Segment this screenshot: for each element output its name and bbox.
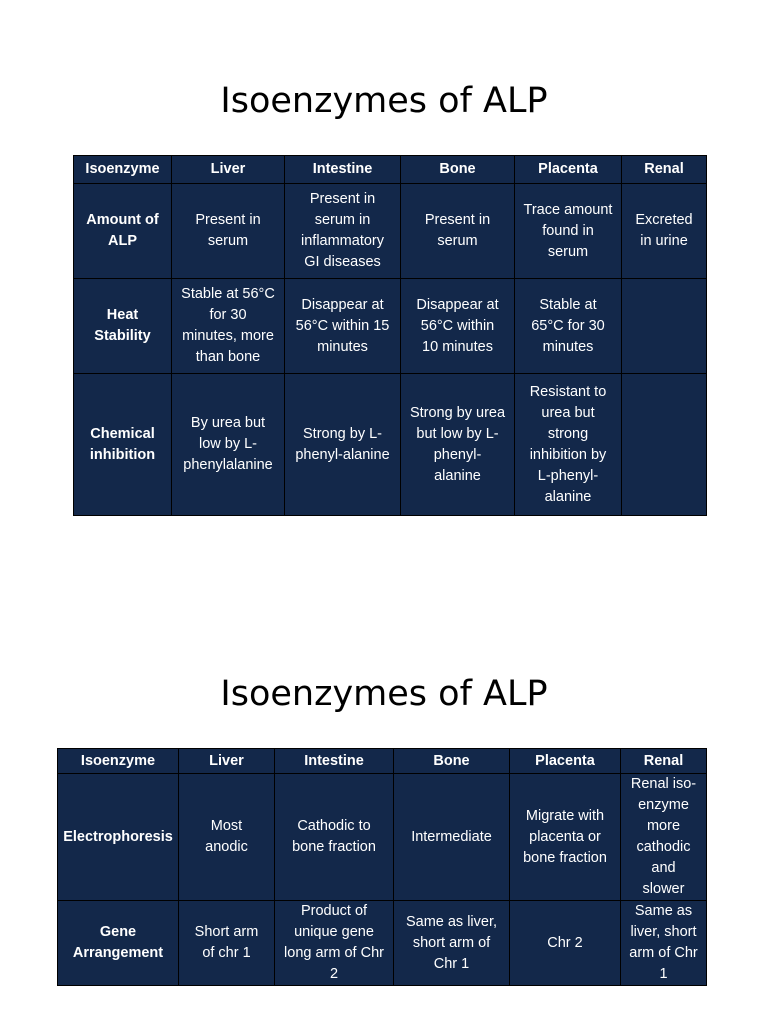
table-header-row xyxy=(58,749,707,774)
column-header: Intestine xyxy=(285,156,401,184)
column-header: Bone xyxy=(401,156,515,184)
column-header: Renal xyxy=(621,749,707,774)
table-cell: Short arm of chr 1 xyxy=(179,901,275,986)
table-cell: Intermediate xyxy=(394,774,510,901)
table-cell: Present in serum xyxy=(172,184,285,279)
row-header: Gene Arrangement xyxy=(58,901,179,986)
isoenzyme-table-2 xyxy=(57,748,707,986)
table-cell: Disappear at 56°C within 15 minutes xyxy=(285,279,401,374)
table-cell: Same as liver, short arm of Chr 1 xyxy=(394,901,510,986)
table-cell: Stable at 56°C for 30 minutes, more than bone xyxy=(172,279,285,374)
column-header: Bone xyxy=(394,749,510,774)
table-cell: Product of unique gene long arm of Chr 2 xyxy=(275,901,394,986)
table-cell: Excreted in urine xyxy=(622,184,707,279)
table-row xyxy=(74,184,707,279)
table-row xyxy=(74,279,707,374)
table-cell: Present in serum in inflammatory GI diseases xyxy=(285,184,401,279)
isoenzyme-table-1 xyxy=(73,155,707,516)
table-cell: Cathodic to bone fraction xyxy=(275,774,394,901)
column-header: Isoenzyme xyxy=(58,749,179,774)
table-cell: Most anodic xyxy=(179,774,275,901)
slide-1-title: Isoenzymes of ALP xyxy=(220,81,548,121)
row-header: Chemical inhibition xyxy=(74,374,172,516)
table-cell: Stable at 65°C for 30 minutes xyxy=(515,279,622,374)
column-header: Intestine xyxy=(275,749,394,774)
table-cell xyxy=(622,374,707,516)
table-cell: Strong by urea but low by L- phenyl- alanine xyxy=(401,374,515,516)
column-header: Liver xyxy=(179,749,275,774)
slide-2-title: Isoenzymes of ALP xyxy=(220,674,548,714)
table-header-row xyxy=(74,156,707,184)
table-cell: Strong by L- phenyl-alanine xyxy=(285,374,401,516)
table-row xyxy=(74,374,707,516)
column-header: Placenta xyxy=(510,749,621,774)
table-cell: Present in serum xyxy=(401,184,515,279)
table-cell: Disappear at 56°C within 10 minutes xyxy=(401,279,515,374)
table-cell: Resistant to urea but strong inhibition by L-phenyl- alanine xyxy=(515,374,622,516)
table-cell xyxy=(622,279,707,374)
table-cell: Trace amount found in serum xyxy=(515,184,622,279)
row-header: Heat Stability xyxy=(74,279,172,374)
table-cell: Renal iso- enzyme more cathodic and slower xyxy=(621,774,707,901)
table-row xyxy=(58,774,707,901)
column-header: Liver xyxy=(172,156,285,184)
column-header: Placenta xyxy=(515,156,622,184)
row-header: Electrophoresis xyxy=(58,774,179,901)
table-cell: Migrate with placenta or bone fraction xyxy=(510,774,621,901)
table-cell: Chr 2 xyxy=(510,901,621,986)
column-header: Isoenzyme xyxy=(74,156,172,184)
table-cell: By urea but low by L- phenylalanine xyxy=(172,374,285,516)
column-header: Renal xyxy=(622,156,707,184)
table-row xyxy=(58,901,707,986)
row-header: Amount of ALP xyxy=(74,184,172,279)
table-cell: Same as liver, short arm of Chr 1 xyxy=(621,901,707,986)
